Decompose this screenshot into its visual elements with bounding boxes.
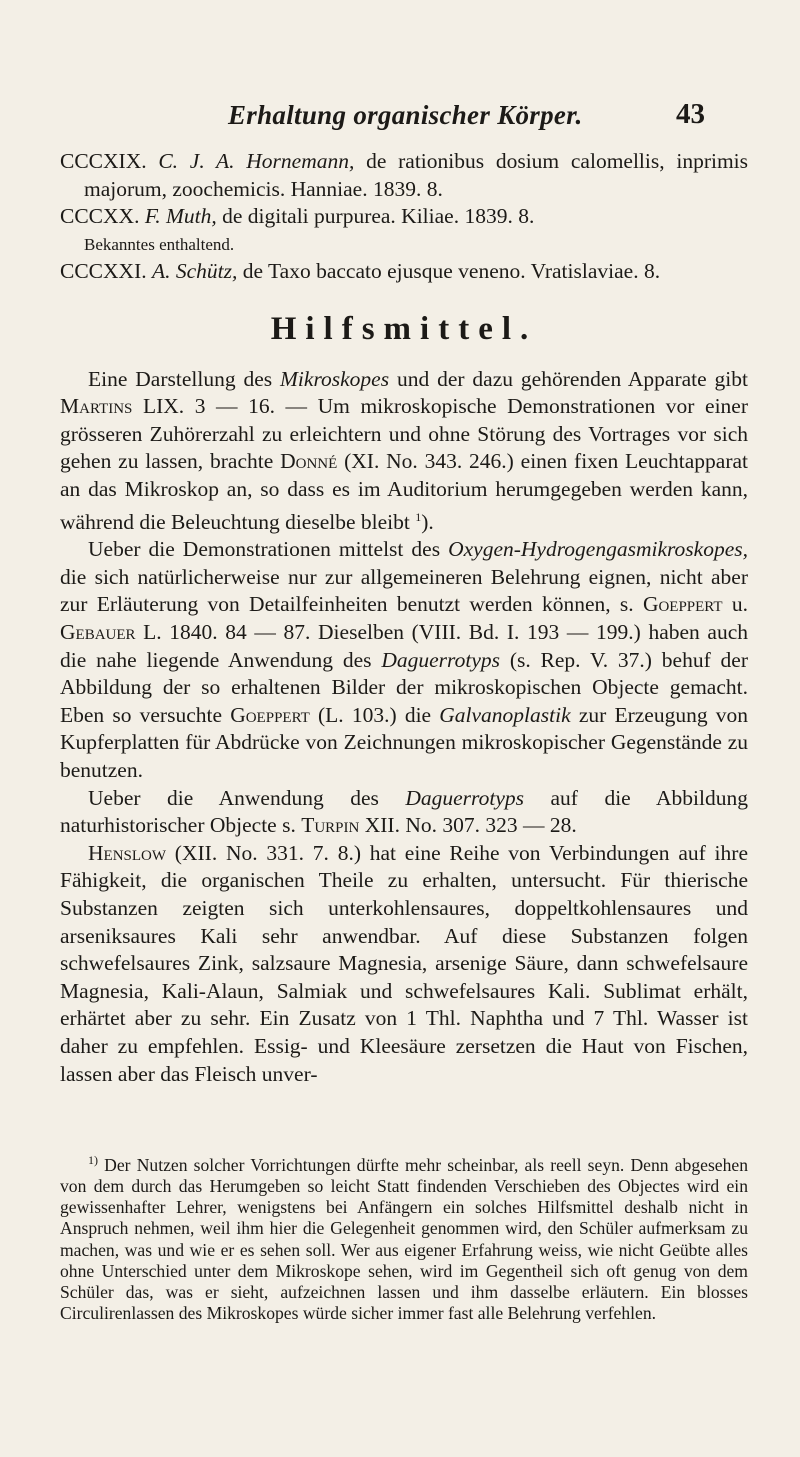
footnote-ref[interactable]: 1 — [415, 509, 422, 524]
section-heading: Hilfsmittel. — [270, 310, 538, 347]
entry-author: F. Muth, — [144, 204, 217, 229]
paragraph: Ueber die Anwendung des Daguerrotyps auf die Abbildung naturhistorischer Objecte s. Turpin XII. No. 307. 323 — 28. — [60, 785, 748, 838]
bibliography-entry — [60, 258, 748, 286]
entry-author: C. J. A. Hornemann, — [158, 149, 355, 173]
entry-text: de Taxo baccato ejusque veneno. Vratislaviae. 8. — [242, 259, 661, 284]
paragraph: Eine Darstellung des Mikroskopes und der dazu gehörenden Apparate gibt Martins LIX. 3 — 16. — Um mikroskopische Demonstrationen vor einer grösseren Zuhörerzahl zu erleichtern und ohne Störung des Vortrages vor sich gehen zu lassen, brachte Donné (XI. No. 343. 246.) einen fixen Leuchtapparat an das Mikroskop an, so dass es im Auditorium herumgegeben werden kann, während die Beleuchtung dieselbe bleibt $^1$). — [60, 366, 748, 534]
paragraph: Henslow (XII. No. 331. 7. 8.) hat eine Reihe von Verbindungen auf ihre Fähigkeit, die organischen Theile zu erhalten, untersucht. Für thierische Substanzen zeigten sich unterkohlensaures, doppeltkohlensaures und arseniksaures Kali sehr anwendbar. Auf diese Substanzen folgen schwefelsaures Zink, salzsaure Magnesia, arsenige Säure, dann schwefelsaure Magnesia, Kali-Alaun, Salmiak und schwefelsaures Kali. Sublimat erhält, erhärtet aber zu sehr. Ein Zusatz von 1 Thl. Naphtha und 7 Thl. Wasser ist daher zu empfehlen. Essig- und Kleesäure zersetzen die Haut von Fischen, lassen aber das Fleisch unver- — [60, 840, 748, 1086]
bibliography-entry — [60, 148, 748, 203]
paragraph: Ueber die Demonstrationen mittelst des Oxygen-Hydrogengasmikroskopes, die sich natürlicherweise nur zur allgemeineren Belehrung eignen, nicht aber zur Erläuterung von Detailfeinheiten benutzt werden können, s. Goeppert u. Gebauer L. 1840. 84 — 87. Dieselben (VIII. Bd. I. 193 — 199.) haben auch die nahe liegende Anwendung des Daguerrotyps (s. Rep. V. 37.) behuf der Abbildung der so erhaltenen Bilder der mikroskopischen Objecte gemacht. Eben so versuchte Goeppert (L. 103.) die Galvanoplastik zur Erzeugung von Kupferplatten für Abdrücke von Zeichnungen mikroskopischer Gegenstände zu benutzen. — [60, 537, 749, 783]
footnotes — [60, 1150, 748, 1324]
page-header — [0, 100, 800, 140]
entry-number: CCCXXI. — [60, 259, 147, 284]
footnote — [60, 1150, 748, 1324]
footnote-text: Der Nutzen solcher Vorrichtungen dürfte mehr scheinbar, als reell seyn. Denn abgesehen von dem durch das Herumgeben so leicht Statt findenden Verschieben des Objectes wird ein gewissenhafter Lehrer, wenigstens bei Anfängern ein solches Hilfsmittel deshalb nicht in Anspruch nehmen, weil ihm hier die Gelegenheit genommen wird, den Schüler aufmerksam zu machen, was und wie er es sehen soll. Wer aus eigener Erfahrung weiss, wie nicht Geübte alles ohne Unterschied unter dem Mikroskope sehen, wird im Gegentheil sich oft genug von dem Schüler das, was er sieht, aufzeichnen lassen und ihm dasselbe erläutern. Ein blosses Circulirenlassen des Mikroskopes würde sicher immer fast alle Belehrung verfehlen. — [60, 1154, 749, 1324]
running-title: Erhaltung organischer Körper. — [228, 100, 583, 130]
entry-note: Bekanntes enthaltend. — [84, 234, 235, 254]
bibliography-entry — [60, 203, 748, 258]
footnote-marker: 1) — [88, 1153, 98, 1167]
entry-author: A. Schütz, — [151, 259, 238, 284]
entry-text: de digitali purpurea. Kiliae. 1839. 8. — [222, 204, 535, 229]
entry-text: de rationibus dosium calomellis, inprimis majorum, zoochemicis. Hanniae. 1839. 8. — [84, 149, 749, 201]
page-number: 43 — [676, 98, 705, 130]
page-body — [60, 148, 748, 1088]
entry-number: CCCXX. — [60, 204, 140, 229]
entry-number: CCCXIX. — [60, 149, 147, 173]
